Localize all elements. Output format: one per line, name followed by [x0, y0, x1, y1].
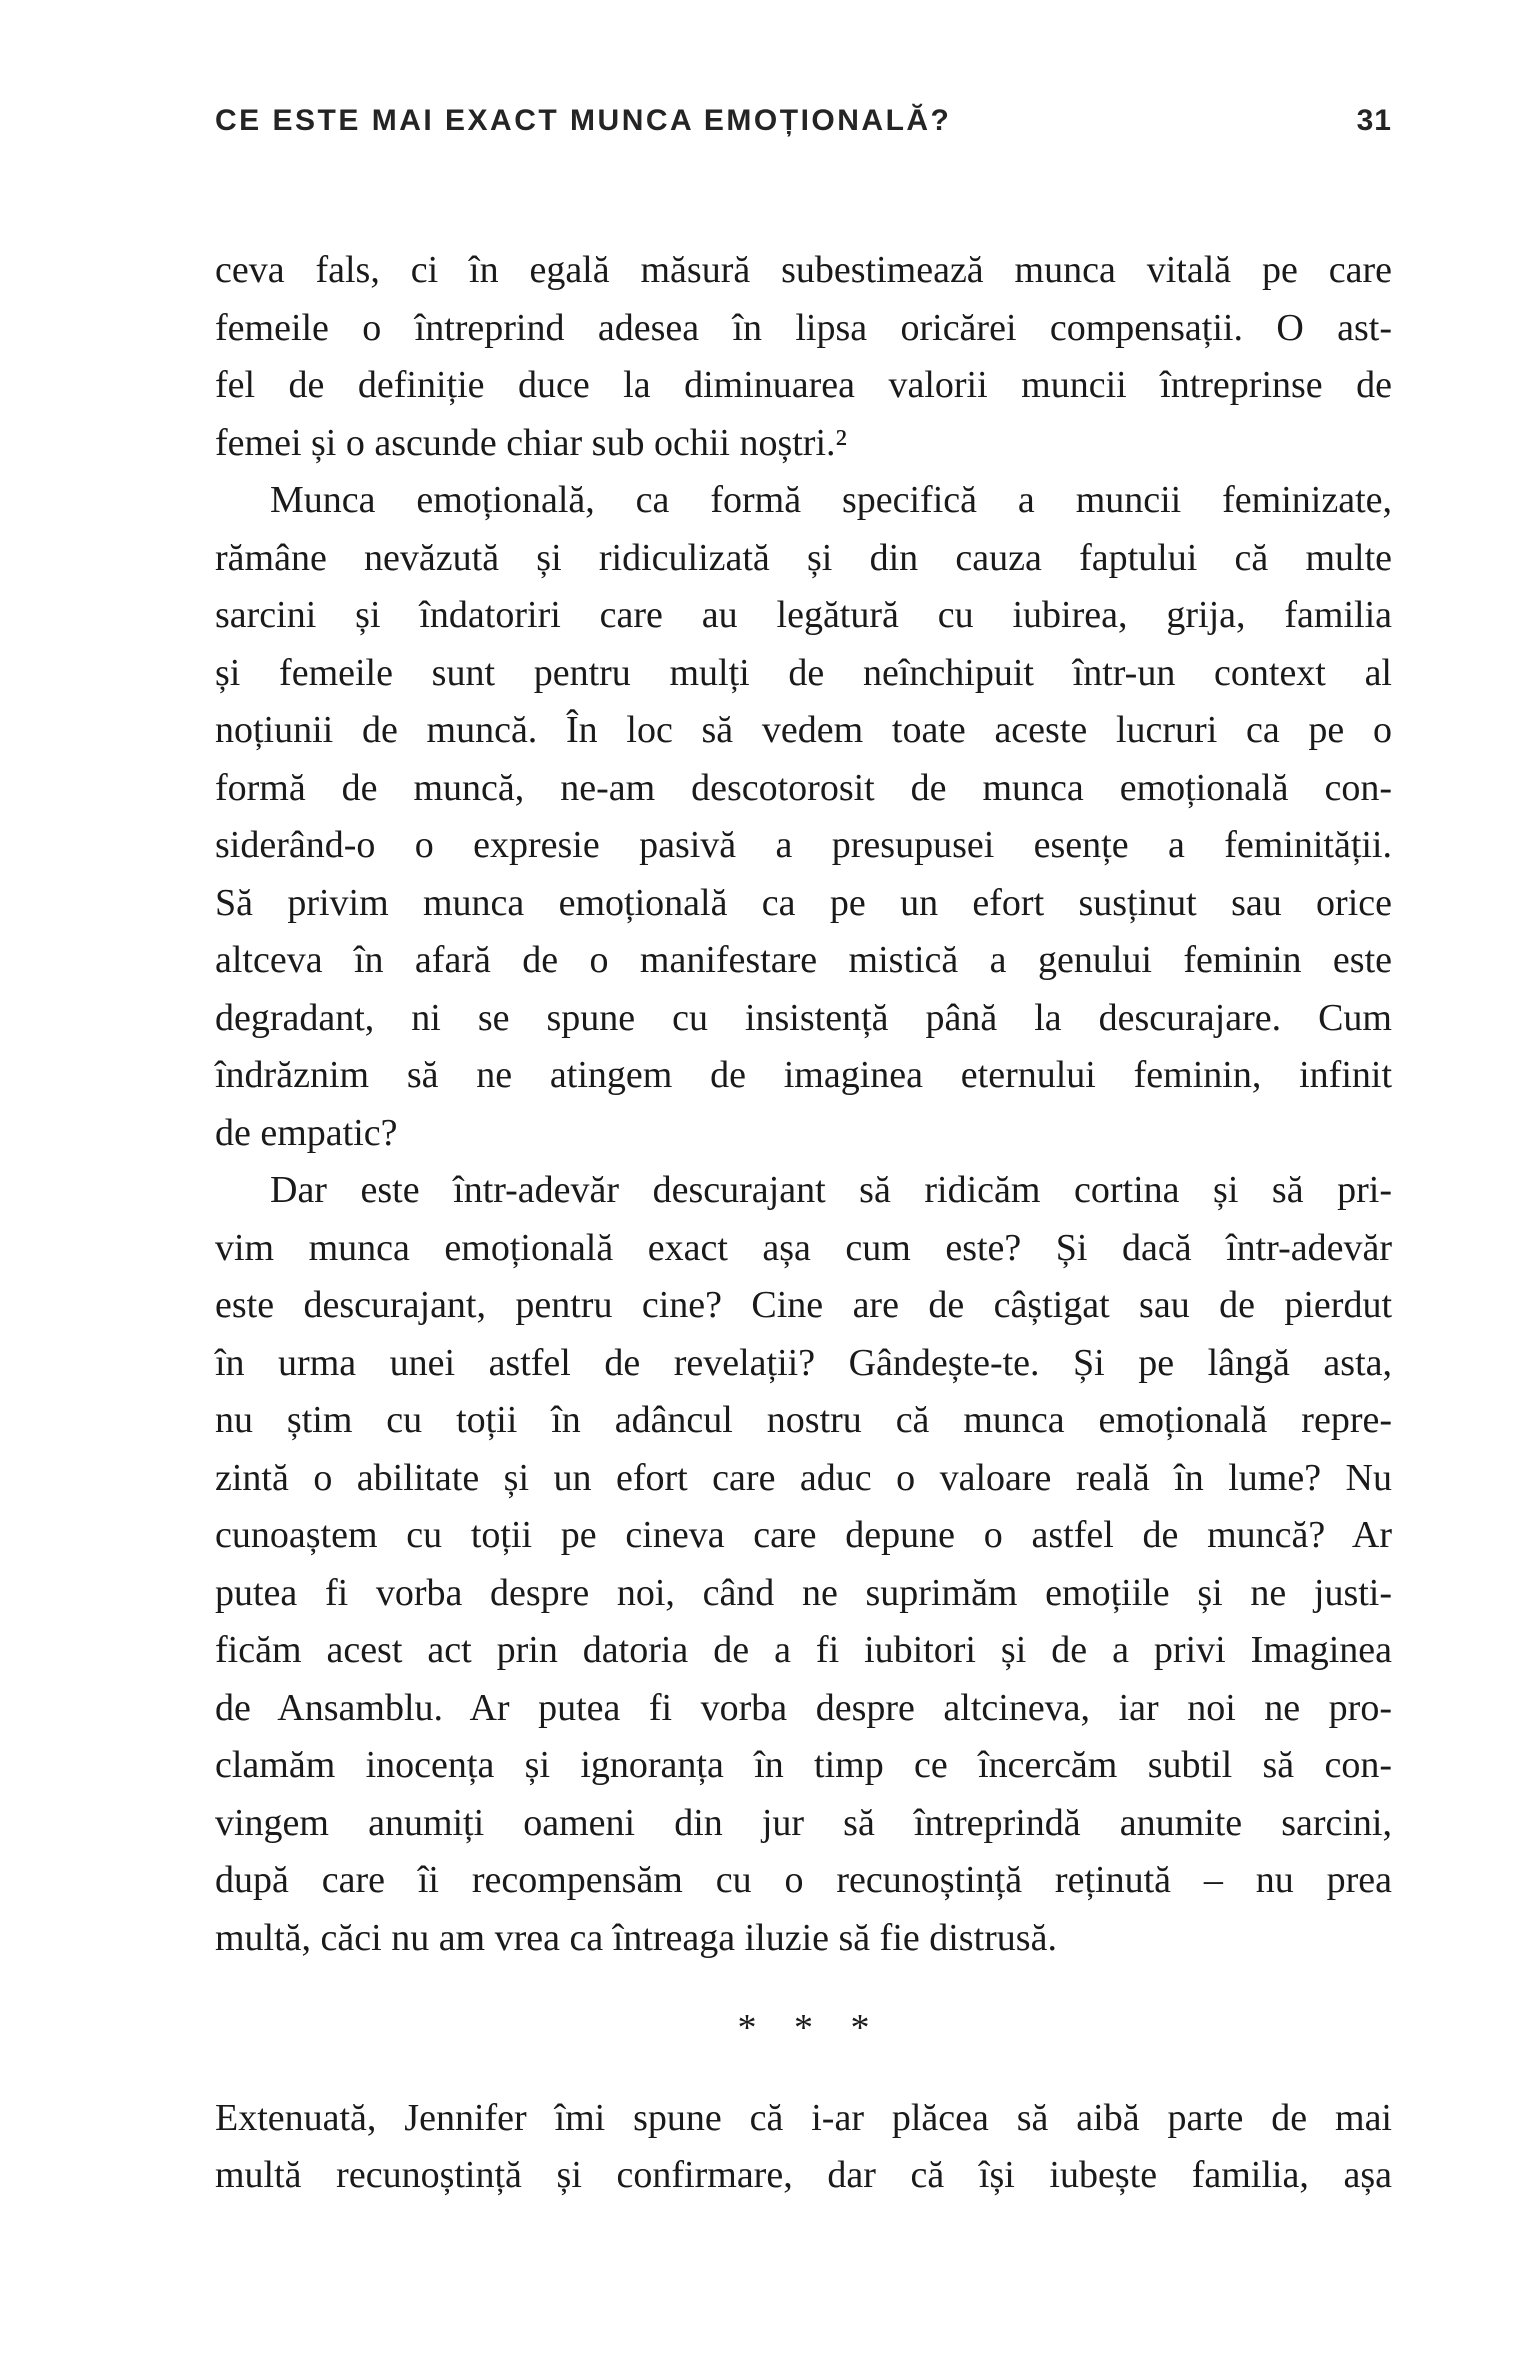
- text-line: fel de definiție duce la diminuarea valorii muncii întreprinse de: [215, 364, 1392, 406]
- paragraph: [215, 472, 1392, 1162]
- text-line: de empatic?: [215, 1111, 398, 1154]
- text-line: Dar este într-adevăr descurajant să ridicăm cortina și să pri-: [270, 1169, 1392, 1211]
- text-line: Să privim munca emoțională ca pe un efort susținut sau orice: [215, 881, 1392, 924]
- text-line: de Ansamblu. Ar putea fi vorba despre altcineva, iar noi ne pro-: [215, 1686, 1392, 1729]
- text-line: Munca emoțională, ca formă specifică a muncii feminizate,: [270, 479, 1392, 521]
- text-line: femei și o ascunde chiar sub ochii noștri.²: [215, 421, 847, 464]
- paragraph: [215, 2090, 1392, 2205]
- text-line: degradant, ni se spune cu insistență până la descurajare. Cum: [215, 996, 1392, 1039]
- text-line: Extenuată, Jennifer îmi spune că i-ar plăcea să aibă parte de mai: [215, 2096, 1392, 2139]
- text-line: este descurajant, pentru cine? Cine are de câștigat sau de pierdut: [215, 1284, 1392, 1326]
- text-line: multă, căci nu am vrea ca întreaga iluzie să fie distrusă.: [215, 1916, 1057, 1959]
- text-line: putea fi vorba despre noi, când ne suprimăm emoțiile și ne justi-: [215, 1571, 1392, 1614]
- body-text: [215, 242, 1392, 2205]
- text-line: noțiunii de muncă. În loc să vedem toate aceste lucruri ca pe o: [215, 709, 1392, 751]
- text-line: nu știm cu toții în adâncul nostru că munca emoțională repre-: [215, 1399, 1392, 1441]
- text-line: ceva fals, ci în egală măsură subestimează munca vitală pe care: [215, 249, 1392, 291]
- text-line: siderând-o o expresie pasivă a presupusei esențe a feminității.: [215, 824, 1392, 866]
- text-line: și femeile sunt pentru mulți de neînchipuit într-un context al: [215, 651, 1392, 694]
- text-line: clamăm inocența și ignoranța în timp ce încercăm subtil să con-: [215, 1744, 1392, 1786]
- text-line: sarcini și îndatoriri care au legătură cu iubirea, grija, familia: [215, 594, 1392, 636]
- section-separator: * * *: [737, 2007, 870, 2049]
- text-line: formă de muncă, ne-am descotorosit de munca emoțională con-: [215, 766, 1392, 809]
- text-line: în urma unei astfel de revelații? Gândește-te. Și pe lângă asta,: [215, 1341, 1392, 1384]
- text-line: rămâne nevăzută și ridiculizată și din cauza faptului că multe: [215, 536, 1392, 579]
- text-line: vim munca emoțională exact așa cum este? Și dacă într-adevăr: [215, 1226, 1392, 1269]
- text-line: altceva în afară de o manifestare mistică a genului feminin este: [215, 939, 1392, 981]
- page-number: 31: [1356, 104, 1392, 137]
- text-line: zintă o abilitate și un efort care aduc o valoare reală în lume? Nu: [215, 1456, 1392, 1499]
- text-line: ficăm acest act prin datoria de a fi iubitori și de a privi Imaginea: [215, 1629, 1392, 1671]
- text-line: vingem anumiți oameni din jur să întreprindă anumite sarcini,: [215, 1801, 1392, 1844]
- text-line: femeile o întreprind adesea în lipsa oricărei compensații. O ast-: [215, 306, 1392, 349]
- text-line: cunoaștem cu toții pe cineva care depune o astfel de muncă? Ar: [215, 1514, 1392, 1556]
- running-head-title: CE ESTE MAI EXACT MUNCA EMOȚIONALĂ?: [215, 104, 952, 137]
- running-header: [215, 104, 1392, 138]
- text-line: multă recunoștință și confirmare, dar că își iubește familia, așa: [215, 2154, 1392, 2196]
- paragraph: [215, 242, 1392, 472]
- text-line: după care îi recompensăm cu o recunoștință reținută – nu prea: [215, 1859, 1392, 1901]
- paragraph: [215, 1162, 1392, 1967]
- text-line: îndrăznim să ne atingem de imaginea eternului feminin, infinit: [215, 1054, 1392, 1096]
